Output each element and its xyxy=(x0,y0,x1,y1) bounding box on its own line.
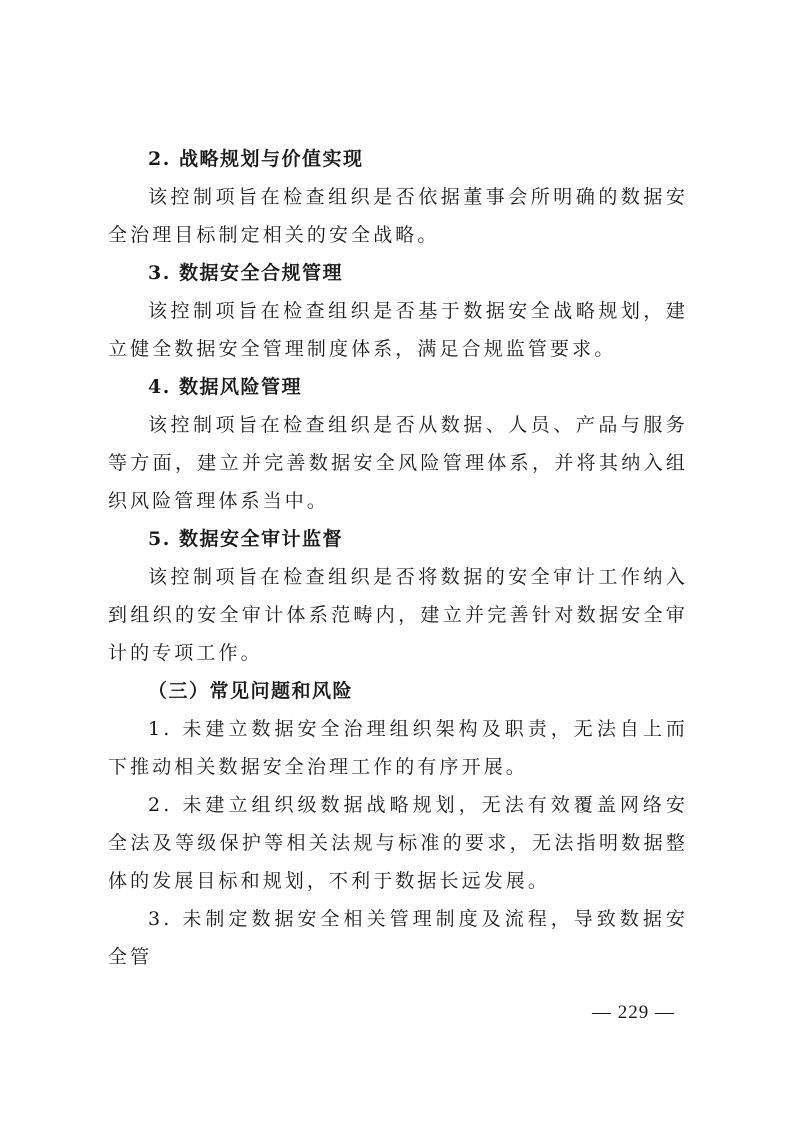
risk-item-1: 1. 未建立数据安全治理组织架构及职责，无法自上而下推动相关数据安全治理工作的有序开展。 xyxy=(108,718,688,778)
section-body-risk-management: 该控制项旨在检查组织是否从数据、人员、产品与服务等方面，建立并完善数据安全风险管理体系，并将其纳入组织风险管理体系当中。 xyxy=(108,414,688,512)
section-heading-risk-management: 4. 数据风险管理 xyxy=(148,376,302,398)
section-body-strategy: 该控制项旨在检查组织是否依据董事会所明确的数据安全治理目标制定相关的安全战略。 xyxy=(108,186,688,246)
section-body-audit: 该控制项旨在检查组织是否将数据的安全审计工作纳入到组织的安全审计体系范畴内，建立并完善针对数据安全审计的专项工作。 xyxy=(108,566,688,664)
section-body-compliance: 该控制项旨在检查组织是否基于数据安全战略规划，建立健全数据安全管理制度体系，满足合规监管要求。 xyxy=(108,300,688,360)
section-heading-strategy: 2. 战略规划与价值实现 xyxy=(148,148,364,170)
risk-section-title: （三）常见问题和风险 xyxy=(148,680,354,702)
risk-item-2: 2. 未建立组织级数据战略规划，无法有效覆盖网络安全法及等级保护等相关法规与标准的要求，无法指明数据整体的发展目标和规划，不利于数据长远发展。 xyxy=(108,794,688,892)
section-heading-compliance: 3. 数据安全合规管理 xyxy=(148,262,343,284)
section-heading-audit: 5. 数据安全审计监督 xyxy=(148,528,343,550)
risk-item-3: 3. 未制定数据安全相关管理制度及流程，导致数据安全管 xyxy=(108,908,688,968)
document-page xyxy=(108,140,688,976)
page-number: — 229 — xyxy=(592,1002,675,1023)
